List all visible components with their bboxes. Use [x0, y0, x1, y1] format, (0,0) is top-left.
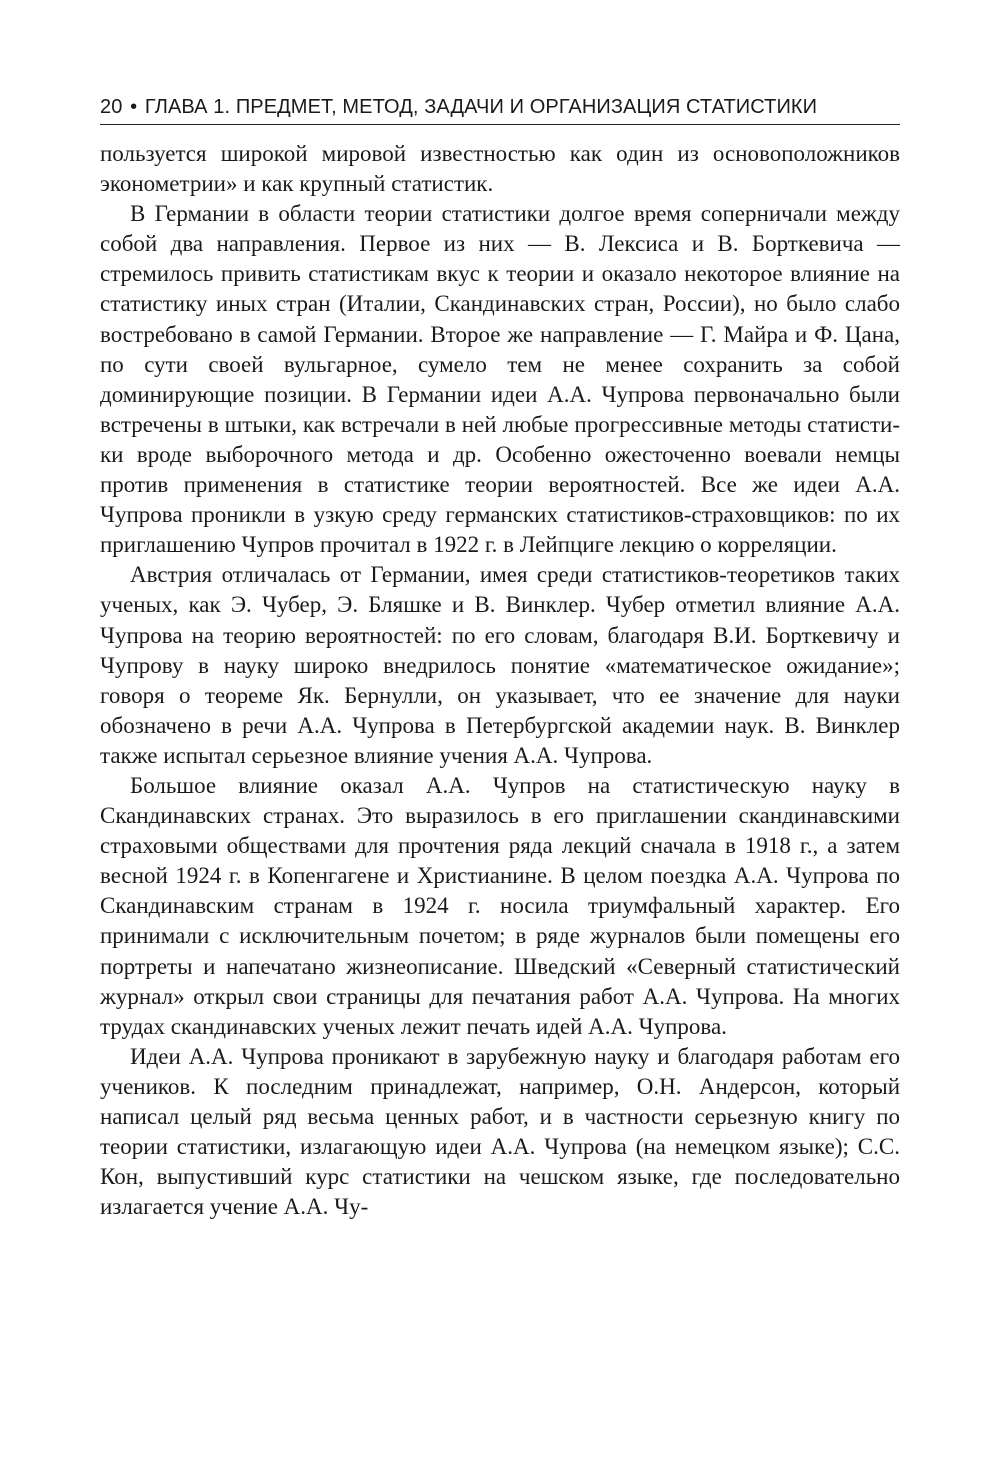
paragraph: пользуется широкой мировой известностью как один из основоположников эконометрии» и как крупный статистик.	[100, 141, 900, 197]
paragraph: В Германии в области теории статистики долгое время соперничали между собой два направления. Первое из них — В. Лексиса и В. Борткевича — стремилось привить статистикам вкус к теории и оказало некоторое влияние на статистику иных стран (Италии, Скандинавских стран, России), но было слабо востребовано в самой Германии. Второе же направление — Г. Майра и Ф. Цана, по сути своей вульгарное, сумело тем не менее сохранить за собой доминирующие позиции. В Германии идеи А.А. Чупрова первоначально были встречены в штыки, как встречали в ней любые прогрессивные методы статистики вроде выборочного метода и др. Особенно ожесточенно воевали немцы против применения в статистике теории вероятностей. Все же идеи А.А. Чупрова проникли в узкую среду германских статистиков-страховщиков: по их приглашению Чупров прочитал в 1922 г. в Лейпциге лекцию о корреляции.	[100, 201, 900, 558]
chapter-title: ПРЕДМЕТ, МЕТОД, ЗАДАЧИ И ОРГАНИЗАЦИЯ СТАТИСТИКИ	[235, 96, 818, 118]
page-number: 20	[100, 96, 123, 118]
header-separator: •	[130, 96, 138, 118]
paragraph: Идеи А.А. Чупрова проникают в зарубежную науку и благодаря работам его учеников. К последним принадлежат, например, О.Н. Андерсон, который написал целый ряд весьма ценных работ, и в частности серьезную книгу по теории статистики, излагающую идеи А.А. Чупрова (на немецком языке); С.С. Кон, выпустивший курс статистики на чешском языке, где последовательно излагается учение А.А. Чу-	[100, 1043, 900, 1220]
body-text	[100, 139, 900, 1222]
header-rule	[100, 124, 900, 125]
book-page	[100, 92, 900, 1222]
paragraph: Австрия отличалась от Германии, имея среди статистиков-теоретиков таких ученых, как Э. Чубер, Э. Бляшке и В. Винклер. Чубер отметил влияние А.А. Чупрова на теорию вероятностей: по его словам, благодаря В.И. Борткевичу и Чупрову в науку широко внедрилось понятие «математическое ожидание»; говоря о теореме Як. Бернулли, он указывает, что ее значение для науки обозначено в речи А.А. Чупрова в Петербургской академии наук. В. Винклер также испытал серьезное влияние учения А.А. Чупрова.	[100, 562, 900, 768]
running-header	[100, 92, 900, 122]
chapter-label: ГЛАВА 1.	[144, 96, 231, 118]
paragraph: Большое влияние оказал А.А. Чупров на статистическую науку в Скандинавских странах. Это выразилось в его приглашении скандинавскими страховыми обществами для прочтения ряда лекций сначала в 1918 г., а затем весной 1924 г. в Копенгагене и Христианине. В целом поездка А.А. Чупрова по Скандинавским странам в 1924 г. носила триумфальный характер. Его принимали с исключительным почетом; в ряде журналов были помещены его портреты и напечатано жизнеописание. Шведский «Северный статистический журнал» открыл свои страницы для печатания работ А.А. Чупрова. На многих трудах скандинавских ученых лежит печать идей А.А. Чупрова.	[100, 772, 900, 1039]
